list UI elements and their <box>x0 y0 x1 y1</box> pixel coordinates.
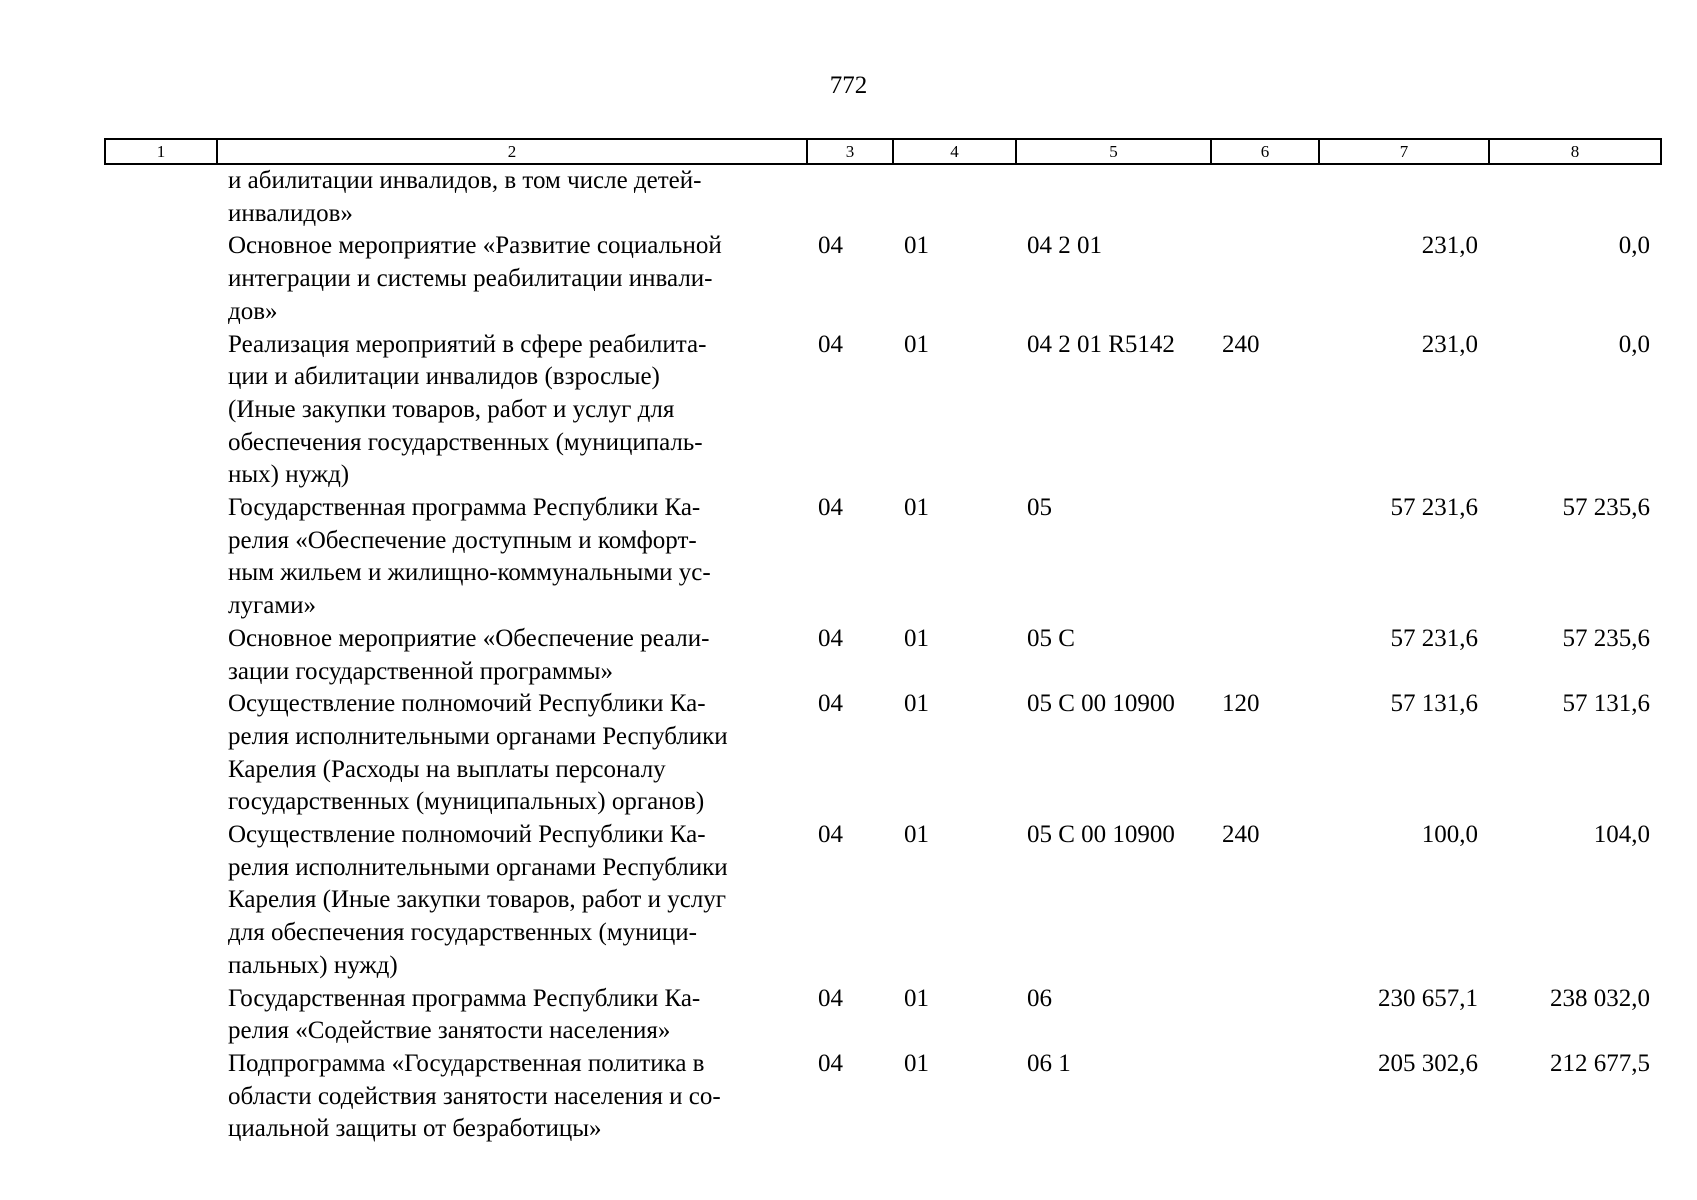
table-row <box>105 492 1661 623</box>
amount-year-1-cell: 57 231,6 <box>1390 624 1478 652</box>
subsection-code-cell: 01 <box>904 494 929 522</box>
expense-name-cell: Осуществление полномочий Республики Ка- релия исполнительными органами Республики Карелия (Иные закупки товаров, работ и услуг для обеспечения государственных (муници- пальных) нужд) <box>228 821 728 979</box>
subsection-code-cell: 01 <box>904 821 929 849</box>
row-number-cell <box>105 164 217 230</box>
row-number-cell <box>105 819 217 983</box>
target-item-code-cell: 06 <box>1027 984 1052 1012</box>
amount-year-2-cell: 57 131,6 <box>1562 690 1650 718</box>
header-row <box>105 139 1661 164</box>
table-row <box>105 983 1661 1048</box>
section-code-cell: 04 <box>818 624 843 652</box>
column-header-8: 8 <box>1489 139 1661 164</box>
amount-year-2-cell: 0,0 <box>1618 232 1650 260</box>
expense-type-code-cell <box>1211 1048 1319 1146</box>
amount-year-1-cell: 205 302,6 <box>1378 1049 1478 1077</box>
amount-year-1-cell: 230 657,1 <box>1378 984 1478 1012</box>
amount-year-2-cell <box>1489 164 1661 230</box>
section-code-cell: 04 <box>818 984 843 1012</box>
table-row <box>105 819 1661 983</box>
target-item-code-cell: 05 <box>1027 494 1052 522</box>
expense-type-code-cell: 120 <box>1222 690 1260 718</box>
expense-name-cell: Подпрограмма «Государственная политика в области содействия занятости населения и со- циальной защиты от безработицы» <box>228 1049 721 1143</box>
amount-year-2-cell: 57 235,6 <box>1562 494 1650 522</box>
section-code-cell: 04 <box>818 330 843 358</box>
target-item-code-cell: 06 1 <box>1027 1049 1071 1077</box>
section-code-cell: 04 <box>818 690 843 718</box>
amount-year-2-cell: 0,0 <box>1618 330 1650 358</box>
row-number-cell <box>105 230 217 328</box>
amount-year-2-cell: 104,0 <box>1593 821 1650 849</box>
amount-year-1-cell <box>1319 164 1489 230</box>
section-code-cell: 04 <box>818 232 843 260</box>
row-number-cell <box>105 492 217 623</box>
column-header-7: 7 <box>1319 139 1489 164</box>
expense-type-code-cell: 240 <box>1222 330 1260 358</box>
expense-type-code-cell <box>1211 983 1319 1048</box>
target-item-code-cell: 05 С 00 10900 <box>1027 690 1175 718</box>
amount-year-2-cell: 57 235,6 <box>1562 624 1650 652</box>
subsection-code-cell: 01 <box>904 1049 929 1077</box>
table-row <box>105 164 1661 230</box>
amount-year-1-cell: 231,0 <box>1421 232 1478 260</box>
subsection-code-cell: 01 <box>904 690 929 718</box>
amount-year-2-cell: 212 677,5 <box>1550 1049 1650 1077</box>
budget-table <box>104 138 1662 1146</box>
column-header-2: 2 <box>217 139 807 164</box>
section-code-cell: 04 <box>818 1049 843 1077</box>
expense-name-cell: Реализация мероприятий в сфере реабилита- ции и абилитации инвалидов (взрослые) (Иные закупки товаров, работ и услуг для обеспечения государственных (муниципаль- ных) нужд) <box>228 330 707 489</box>
expense-name-cell: Основное мероприятие «Обеспечение реали- зации государственной программы» <box>228 624 710 685</box>
expense-name-cell: Основное мероприятие «Развитие социальной интеграции и системы реабилитации инвали- дов» <box>228 232 722 325</box>
expense-name-cell: Государственная программа Республики Ка- релия «Обеспечение доступным и комфорт- ным жильем и жилищно-коммунальными ус- лугами» <box>228 494 711 620</box>
column-header-3: 3 <box>807 139 893 164</box>
section-code-cell <box>807 164 893 230</box>
expense-type-code-cell <box>1211 164 1319 230</box>
expense-type-code-cell <box>1211 492 1319 623</box>
page-number: 772 <box>829 72 868 99</box>
table-row <box>105 230 1661 328</box>
amount-year-1-cell: 100,0 <box>1421 821 1478 849</box>
target-item-code-cell <box>1016 164 1211 230</box>
subsection-code-cell: 01 <box>904 330 929 358</box>
target-item-code-cell: 04 2 01 R5142 <box>1027 330 1175 358</box>
expense-type-code-cell <box>1211 623 1319 688</box>
expense-name-cell: Осуществление полномочий Республики Ка- релия исполнительными органами Республики Карелия (Расходы на выплаты персоналу государственных (муниципальных) органов) <box>228 690 728 816</box>
subsection-code-cell: 01 <box>904 984 929 1012</box>
subsection-code-cell <box>893 164 1016 230</box>
expense-name-cell: Государственная программа Республики Ка- релия «Содействие занятости населения» <box>228 984 701 1045</box>
target-item-code-cell: 05 С 00 10900 <box>1027 821 1175 849</box>
table-row <box>105 1048 1661 1146</box>
table-header <box>105 139 1661 164</box>
row-number-cell <box>105 688 217 819</box>
amount-year-1-cell: 57 231,6 <box>1390 494 1478 522</box>
amount-year-2-cell: 238 032,0 <box>1550 984 1650 1012</box>
column-header-6: 6 <box>1211 139 1319 164</box>
column-header-1: 1 <box>105 139 217 164</box>
table-body <box>105 164 1661 1146</box>
expense-type-code-cell <box>1211 230 1319 328</box>
section-code-cell: 04 <box>818 494 843 522</box>
row-number-cell <box>105 1048 217 1146</box>
amount-year-1-cell: 231,0 <box>1421 330 1478 358</box>
amount-year-1-cell: 57 131,6 <box>1390 690 1478 718</box>
expense-name-cell: и абилитации инвалидов, в том числе детей- инвалидов» <box>228 167 702 227</box>
expense-type-code-cell: 240 <box>1222 821 1260 849</box>
section-code-cell: 04 <box>818 821 843 849</box>
table-row <box>105 623 1661 688</box>
row-number-cell <box>105 623 217 688</box>
subsection-code-cell: 01 <box>904 232 929 260</box>
column-header-5: 5 <box>1016 139 1211 164</box>
table-row <box>105 329 1661 493</box>
column-header-4: 4 <box>893 139 1016 164</box>
row-number-cell <box>105 329 217 493</box>
subsection-code-cell: 01 <box>904 624 929 652</box>
row-number-cell <box>105 983 217 1048</box>
table-row <box>105 688 1661 819</box>
target-item-code-cell: 04 2 01 <box>1027 232 1102 260</box>
target-item-code-cell: 05 С <box>1027 624 1075 652</box>
